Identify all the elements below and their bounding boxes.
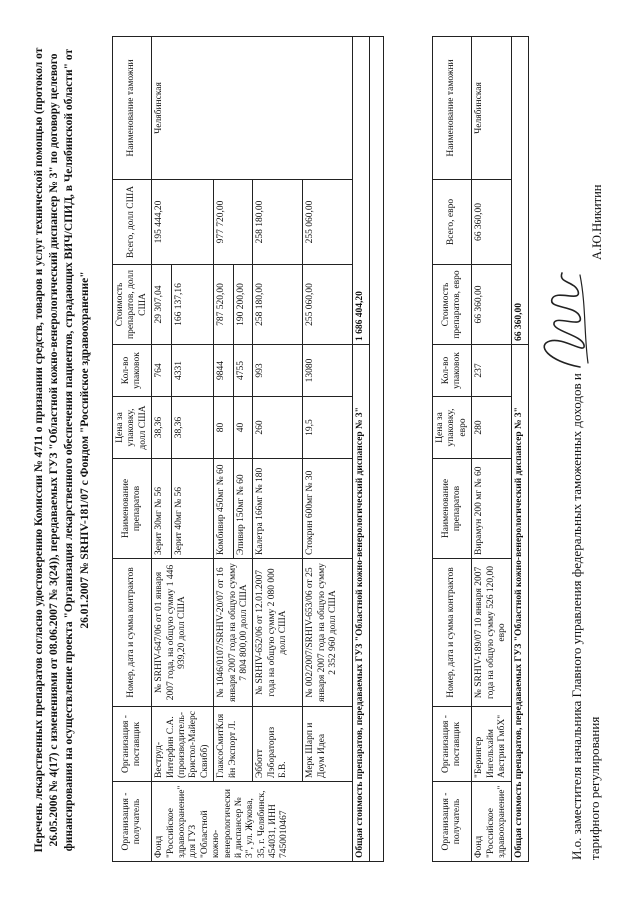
qty-cell: 764 bbox=[152, 345, 172, 397]
supplier-cell: Веструд-Интерфин С.А.(производитель-Бристол-Майерс Сквибб) bbox=[152, 707, 214, 782]
contract-cell: № 002/2007/SRHIV-653/06 от 25 января 2007 года на общую сумму 2 352 960 долл США bbox=[303, 559, 353, 707]
grand-total-label: Общая стоимость препаратов, передаваемых ГУЗ "Областной кожно-венерологический диспансер № 3" bbox=[353, 345, 369, 862]
price-cell: 280 bbox=[472, 397, 512, 459]
grand-total-row bbox=[512, 37, 528, 862]
grand-total-value: 1 686 404,20 bbox=[353, 37, 369, 345]
group-total-cell: 66 360,00 bbox=[472, 180, 512, 265]
supplier-cell: Эбботт Лэбораториз Б.В. bbox=[253, 707, 303, 782]
qty-cell: 4331 bbox=[172, 345, 214, 397]
table-header-row bbox=[433, 37, 472, 862]
header-cell: Наименование препаратов bbox=[433, 459, 472, 559]
qty-cell: 993 bbox=[253, 345, 303, 397]
supplier-cell: "Берингер Ингельхайм Австрия ГмбХ" bbox=[472, 707, 512, 782]
price-cell: 260 bbox=[253, 397, 303, 459]
table-row bbox=[472, 37, 512, 862]
header-cell: Наименование таможни bbox=[433, 37, 472, 180]
header-cell: Наименование таможни bbox=[113, 37, 152, 180]
drug-name-cell: Стокрин 600мг № 30 bbox=[303, 459, 353, 559]
contract-cell: № 1046/0107/SRHIV-20/07 от 16 января 2007 года на общую сумму 7 804 800,00 долл США bbox=[214, 559, 253, 707]
header-cell: Кол-во упаковок bbox=[113, 345, 152, 397]
customs-cell: Челябинская bbox=[472, 37, 512, 180]
price-cell: 38,36 bbox=[152, 397, 172, 459]
recipient-cell: Фонд "Российское здравоохранение" для ГУЗ "Областной кожно-венерологический диспансер № 3", ул. Жукова, 35, г. Челябинск, 454031, ИНН 7450010467 bbox=[152, 782, 353, 862]
header-cell: Стоимость препаратов, евро bbox=[433, 265, 472, 345]
header-cell: Номер, дата и сумма контрактов bbox=[433, 559, 472, 707]
qty-cell: 9844 bbox=[214, 345, 234, 397]
supplier-cell: ГлаксоСмитКляйн Экспорт Л. bbox=[214, 707, 253, 782]
spacer-row bbox=[369, 37, 383, 862]
group-total-cell: 258 180,00 bbox=[253, 180, 303, 265]
drug-name-cell: Эпивир 150мг № 60 bbox=[233, 459, 253, 559]
usd-drugs-table bbox=[112, 36, 384, 862]
table-row bbox=[152, 37, 172, 862]
cost-cell: 190 200,00 bbox=[233, 265, 253, 345]
cost-cell: 66 360,00 bbox=[472, 265, 512, 345]
supplier-cell: Мерк Шарп и Доум Идеа bbox=[303, 707, 353, 782]
header-cell: Наименование препаратов bbox=[113, 459, 152, 559]
header-cell: Организация - поставщик bbox=[113, 707, 152, 782]
grand-total-row bbox=[353, 37, 369, 862]
drug-name-cell: Зерит 30мг № 56 bbox=[152, 459, 172, 559]
group-total-cell: 195 444,20 bbox=[152, 180, 214, 265]
header-cell: Цена за упаковку, евро bbox=[433, 397, 472, 459]
group-total-cell: 977 720,00 bbox=[214, 180, 253, 265]
header-cell: Организация - получатель bbox=[433, 782, 472, 862]
qty-cell: 4755 bbox=[233, 345, 253, 397]
grand-total-label: Общая стоимость препаратов, передаваемых ГУЗ "Областной кожно-венерологический диспансер № 3" bbox=[512, 345, 528, 862]
cost-cell: 258 180,00 bbox=[253, 265, 303, 345]
header-cell: Организация - поставщик bbox=[433, 707, 472, 782]
header-cell: Всего, евро bbox=[433, 180, 472, 265]
qty-cell: 13080 bbox=[303, 345, 353, 397]
price-cell: 19,5 bbox=[303, 397, 353, 459]
header-cell: Цена за упаковку, долл США bbox=[113, 397, 152, 459]
document-heading: Перечень лекарственных препаратов согласно удостоверению Комиссии № 4711 о признании средств, товаров и услуг технической помощью (протокол от 26.05.2006 № 4(17) с изменениями от 08.06.2007 № 3(24)), передаваемых ГУЗ "Областной кожно-венерологический диспансер № 3" по договору целевого финансирования на осуществление проекта "Организация лекарственного обеспечения пациентов, страдающих ВИЧ/СПИД, в Челябинской области" от 26.01.2007 № SRHIV-181/07 с Фондом "Российское здравоохранение" bbox=[33, 47, 91, 853]
drug-name-cell: Вирамун 200 мг № 60 bbox=[472, 459, 512, 559]
contract-cell: № SRHIV-652/06 от 12.01.2007 года на общую сумму 2 080 000 долл США bbox=[253, 559, 303, 707]
signatory-name: А.Ю.Никитин bbox=[590, 184, 604, 260]
cost-cell: 166 137,16 bbox=[172, 265, 214, 345]
header-cell: Кол-во упаковок bbox=[433, 345, 472, 397]
spacer-cell bbox=[369, 37, 383, 862]
customs-cell: Челябинская bbox=[152, 37, 353, 180]
drug-name-cell: Зерит 40мг № 56 bbox=[172, 459, 214, 559]
cost-cell: 787 520,00 bbox=[214, 265, 234, 345]
price-cell: 80 bbox=[214, 397, 234, 459]
table-header-row bbox=[113, 37, 152, 862]
signatory-title: И.о. заместителя начальника Главного управления федеральных таможенных доходов и тарифного регулирования bbox=[569, 373, 602, 860]
grand-total-value: 66 360,00 bbox=[512, 37, 528, 345]
contract-cell: № SRHIV-647/06 от 01 января 2007 года, на общую сумму 1 446 939,20 долл США bbox=[152, 559, 214, 707]
drug-name-cell: Комбивир 450мг № 60 bbox=[214, 459, 234, 559]
group-total-cell: 255 060,00 bbox=[303, 180, 353, 265]
contract-cell: № SRHIV-189/07 10 января 2007 года на общую сумму 526 120,00 евро bbox=[472, 559, 512, 707]
recipient-cell: Фонд "Российское здравоохранение" bbox=[472, 782, 512, 862]
handwritten-signature bbox=[528, 265, 598, 375]
qty-cell: 237 bbox=[472, 345, 512, 397]
cost-cell: 29 307,04 bbox=[152, 265, 172, 345]
header-cell: Номер, дата и сумма контрактов bbox=[113, 559, 152, 707]
price-cell: 38,36 bbox=[172, 397, 214, 459]
price-cell: 40 bbox=[233, 397, 253, 459]
header-cell: Организация - получатель bbox=[113, 782, 152, 862]
cost-cell: 255 060,00 bbox=[303, 265, 353, 345]
eur-drugs-table bbox=[432, 36, 529, 862]
header-cell: Всего, долл США bbox=[113, 180, 152, 265]
drug-name-cell: Калетра 166мг № 180 bbox=[253, 459, 303, 559]
header-cell: Стоимость препаратов, долл США bbox=[113, 265, 152, 345]
